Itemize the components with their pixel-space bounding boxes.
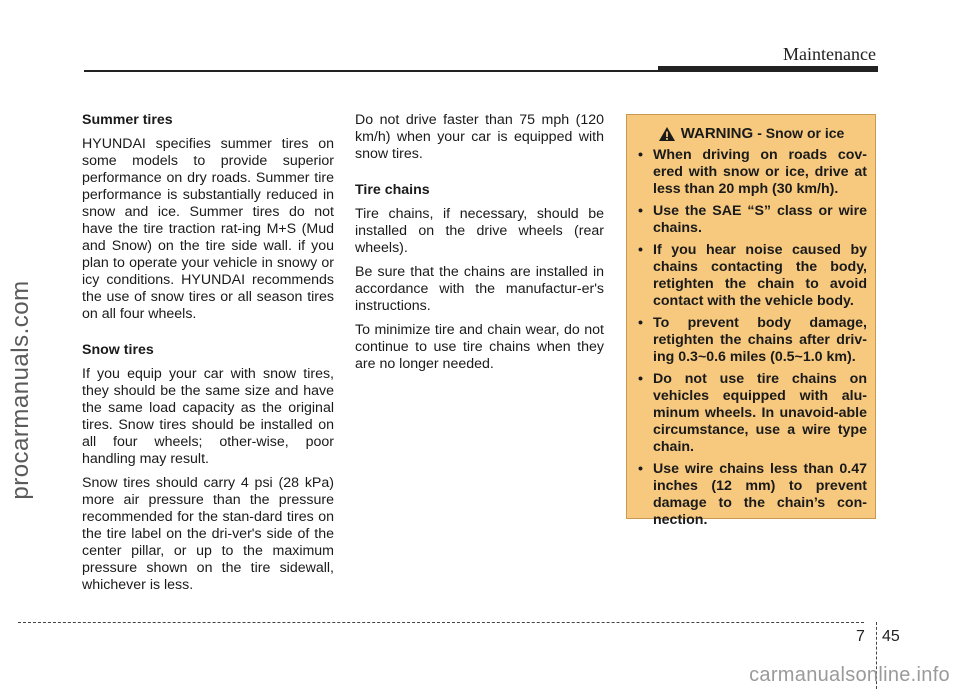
warning-item: • Use the SAE “S” class or wire chains. [635, 203, 867, 237]
warning-subtitle: - Snow or ice [757, 125, 845, 141]
bottom-watermark: carmanualsonline.info [749, 664, 950, 686]
warning-item: • To prevent body damage, retighten the chains after driv-ing 0.3~0.6 miles (0.5~1.0 km). [635, 315, 867, 366]
summer-tires-heading: Summer tires [82, 112, 173, 128]
warning-triangle-icon [658, 126, 676, 142]
side-watermark-text: procarmanuals.com [7, 280, 34, 500]
side-watermark [4, 130, 38, 650]
snow-tires-text-2: Snow tires should carry 4 psi (28 kPa) more air pressure than the pressure recommended for the stan-dard tires on the tire label on the dri-ver's side of the center pillar, or up to the maximum pressure shown on the tire sidewall, whichever is less. [82, 475, 334, 593]
middle-column [355, 112, 604, 380]
left-column [82, 112, 334, 601]
warning-item: • Use wire chains less than 0.47 inches (12 mm) to prevent damage to the chain’s con-nection. [635, 461, 867, 529]
tire-chains-text-3: To minimize tire and chain wear, do not continue to use tire chains when they are no longer needed. [355, 322, 604, 372]
page-number: 45 [882, 628, 900, 645]
tire-chains-text-2: Be sure that the chains are installed in accordance with the manufactur-er's instructions. [355, 264, 604, 314]
tire-chains-text-1: Tire chains, if necessary, should be installed on the drive wheels (rear wheels). [355, 206, 604, 256]
speed-limit-text: Do not drive faster than 75 mph (120 km/h) when your car is equipped with snow tires. [355, 112, 604, 162]
section-title: Maintenance [783, 44, 876, 64]
summer-tires-text: HYUNDAI specifies summer tires on some models to provide superior performance on dry roads. Summer tire performance is substantially reduced in snow and ice. Summer tires do not have the tire traction rat-ing M+S (Mud and Snow) on the tire side wall. if you plan to operate your vehicle in snowy or icy conditions. HYUNDAI recommends the use of snow tires or all season tires on all four wheels. [82, 136, 334, 322]
warning-list [635, 147, 867, 529]
header-rule [84, 70, 660, 72]
snow-tires-heading: Snow tires [82, 342, 154, 358]
warning-title: WARNING [680, 125, 754, 142]
snow-tires-text-1: If you equip your car with snow tires, they should be the same size and have the same load capacity as the original tires. Snow tires should be installed on all four wheels; other-wise, poor handling may result. [82, 366, 334, 467]
warning-header [635, 125, 867, 142]
footer-rule [18, 622, 864, 623]
warning-item: • When driving on roads cov-ered with snow or ice, drive at less than 20 mph (30 km/h). [635, 147, 867, 198]
warning-item: • If you hear noise caused by chains contacting the body, retighten the chain to avoid contact with the vehicle body. [635, 242, 867, 310]
chapter-number: 7 [856, 628, 865, 645]
warning-item: • Do not use tire chains on vehicles equipped with alu-minum wheels. In unavoid-able circumstance, use a wire type chain. [635, 371, 867, 456]
warning-box [626, 114, 876, 528]
tire-chains-heading: Tire chains [355, 182, 430, 198]
header-rule-thick [658, 66, 878, 72]
